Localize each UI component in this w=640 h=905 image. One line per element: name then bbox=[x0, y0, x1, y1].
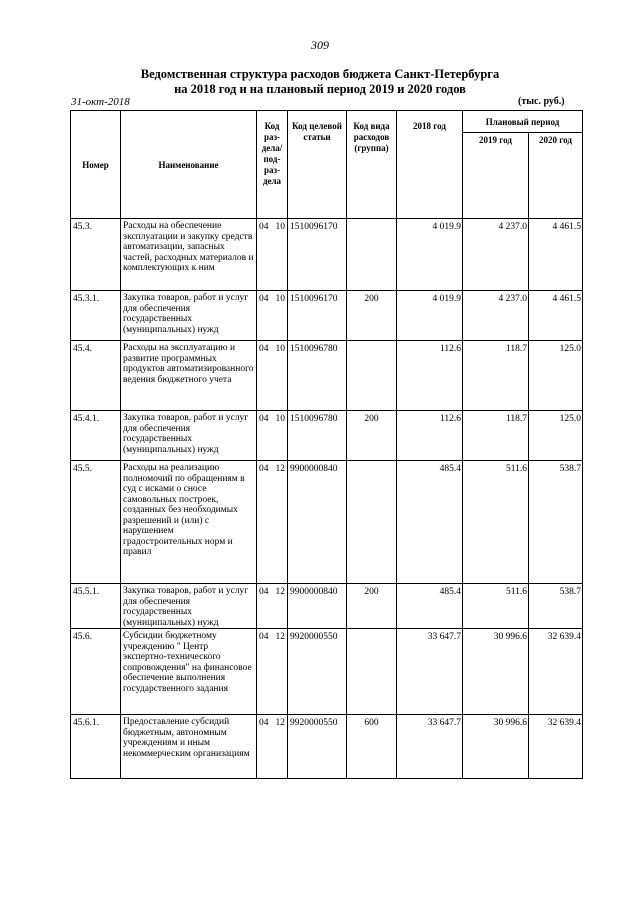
table-row bbox=[71, 629, 583, 715]
row-amount-2018: 4 019.9 bbox=[397, 219, 463, 291]
row-name: Субсидии бюджетному учреждению " Центр экспертно-технического сопровождения" на финансовое обеспечение выполнения государственного задания bbox=[121, 629, 257, 715]
row-razdel: 04 bbox=[257, 629, 272, 715]
row-expense-type: 600 bbox=[347, 715, 397, 779]
row-podrazdel: 12 bbox=[272, 584, 288, 629]
header-year-2019: 2019 год bbox=[463, 133, 529, 219]
table-row bbox=[71, 715, 583, 779]
header-section-code: Код раз-дела/ под-раз-дела bbox=[257, 111, 288, 219]
row-target-code: 9920000550 bbox=[288, 715, 347, 779]
row-podrazdel: 12 bbox=[272, 715, 288, 779]
row-podrazdel: 10 bbox=[272, 291, 288, 341]
row-amount-2020: 4 461.5 bbox=[529, 291, 583, 341]
row-target-code: 1510096170 bbox=[288, 219, 347, 291]
table-row bbox=[71, 584, 583, 629]
row-name: Расходы на эксплуатацию и развитие программных продуктов автоматизированного ведения бюджетного учета bbox=[121, 341, 257, 411]
row-expense-type bbox=[347, 461, 397, 584]
row-amount-2019: 118.7 bbox=[463, 411, 529, 461]
row-amount-2019: 511.6 bbox=[463, 461, 529, 584]
row-amount-2019: 118.7 bbox=[463, 341, 529, 411]
page-number: 309 bbox=[311, 38, 329, 52]
document-title bbox=[0, 67, 640, 97]
row-name: Предоставление субсидий бюджетным, автономным учреждениям и иным некоммерческим организациям bbox=[121, 715, 257, 779]
row-podrazdel: 10 bbox=[272, 219, 288, 291]
row-target-code: 1510096780 bbox=[288, 411, 347, 461]
row-expense-type bbox=[347, 629, 397, 715]
row-amount-2019: 30 996.6 bbox=[463, 629, 529, 715]
row-expense-type bbox=[347, 341, 397, 411]
row-razdel: 04 bbox=[257, 584, 272, 629]
header-name: Наименование bbox=[121, 111, 257, 219]
row-podrazdel: 12 bbox=[272, 629, 288, 715]
row-name: Закупка товаров, работ и услуг для обеспечения государственных (муниципальных) нужд bbox=[121, 411, 257, 461]
row-number: 45.4. bbox=[71, 341, 121, 411]
report-date: 31-окт-2018 bbox=[71, 96, 130, 108]
row-amount-2020: 32 639.4 bbox=[529, 715, 583, 779]
row-amount-2020: 538.7 bbox=[529, 461, 583, 584]
header-year-2020: 2020 год bbox=[529, 133, 583, 219]
row-name: Расходы на обеспечение эксплуатации и закупку средств автоматизации, запасных частей, расходных материалов и комплектующих к ним bbox=[121, 219, 257, 291]
row-expense-type: 200 bbox=[347, 584, 397, 629]
row-amount-2020: 32 639.4 bbox=[529, 629, 583, 715]
row-number: 45.5. bbox=[71, 461, 121, 584]
table-row bbox=[71, 341, 583, 411]
table-body bbox=[71, 219, 583, 779]
header-year-2018: 2018 год bbox=[397, 111, 463, 219]
row-amount-2018: 112.6 bbox=[397, 411, 463, 461]
row-target-code: 9900000840 bbox=[288, 461, 347, 584]
row-amount-2020: 4 461.5 bbox=[529, 219, 583, 291]
row-razdel: 04 bbox=[257, 219, 272, 291]
table-row bbox=[71, 411, 583, 461]
row-amount-2020: 125.0 bbox=[529, 341, 583, 411]
row-number: 45.3.1. bbox=[71, 291, 121, 341]
row-number: 45.5.1. bbox=[71, 584, 121, 629]
row-razdel: 04 bbox=[257, 715, 272, 779]
title-line-2: на 2018 год и на плановый период 2019 и 2020 годов bbox=[174, 82, 466, 96]
row-expense-type bbox=[347, 219, 397, 291]
row-amount-2018: 485.4 bbox=[397, 461, 463, 584]
row-number: 45.3. bbox=[71, 219, 121, 291]
row-amount-2019: 511.6 bbox=[463, 584, 529, 629]
row-podrazdel: 12 bbox=[272, 461, 288, 584]
row-target-code: 1510096780 bbox=[288, 341, 347, 411]
header-expense-type-code: Код вида расходов (группа) bbox=[347, 111, 397, 219]
row-amount-2018: 112.6 bbox=[397, 341, 463, 411]
row-target-code: 1510096170 bbox=[288, 291, 347, 341]
row-razdel: 04 bbox=[257, 411, 272, 461]
table-row bbox=[71, 291, 583, 341]
header-number: Номер bbox=[71, 111, 121, 219]
table-row bbox=[71, 461, 583, 584]
row-amount-2019: 30 996.6 bbox=[463, 715, 529, 779]
row-number: 45.6. bbox=[71, 629, 121, 715]
row-name: Расходы на реализацию полномочий по обращениям в суд с исками о сносе самовольных построек, созданных без необходимых разрешений и (или) с нарушением градостроительных норм и правил bbox=[121, 461, 257, 584]
row-amount-2019: 4 237.0 bbox=[463, 291, 529, 341]
row-name: Закупка товаров, работ и услуг для обеспечения государственных (муниципальных) нужд bbox=[121, 291, 257, 341]
row-podrazdel: 10 bbox=[272, 341, 288, 411]
row-amount-2018: 33 647.7 bbox=[397, 715, 463, 779]
row-target-code: 9900000840 bbox=[288, 584, 347, 629]
row-podrazdel: 10 bbox=[272, 411, 288, 461]
row-razdel: 04 bbox=[257, 461, 272, 584]
row-amount-2018: 33 647.7 bbox=[397, 629, 463, 715]
row-number: 45.4.1. bbox=[71, 411, 121, 461]
row-amount-2018: 485.4 bbox=[397, 584, 463, 629]
row-name: Закупка товаров, работ и услуг для обеспечения государственных (муниципальных) нужд bbox=[121, 584, 257, 629]
row-expense-type: 200 bbox=[347, 291, 397, 341]
row-amount-2018: 4 019.9 bbox=[397, 291, 463, 341]
row-amount-2020: 125.0 bbox=[529, 411, 583, 461]
table-row bbox=[71, 219, 583, 291]
header-target-code: Код целевой статьи bbox=[288, 111, 347, 219]
units-label: (тыс. руб.) bbox=[518, 96, 565, 107]
budget-table bbox=[70, 110, 583, 779]
row-amount-2019: 4 237.0 bbox=[463, 219, 529, 291]
header-planned-period: Плановый период bbox=[463, 111, 583, 133]
row-razdel: 04 bbox=[257, 341, 272, 411]
title-line-1: Ведомственная структура расходов бюджета Санкт-Петербурга bbox=[140, 67, 500, 81]
row-number: 45.6.1. bbox=[71, 715, 121, 779]
row-razdel: 04 bbox=[257, 291, 272, 341]
row-target-code: 9920000550 bbox=[288, 629, 347, 715]
row-amount-2020: 538.7 bbox=[529, 584, 583, 629]
row-expense-type: 200 bbox=[347, 411, 397, 461]
